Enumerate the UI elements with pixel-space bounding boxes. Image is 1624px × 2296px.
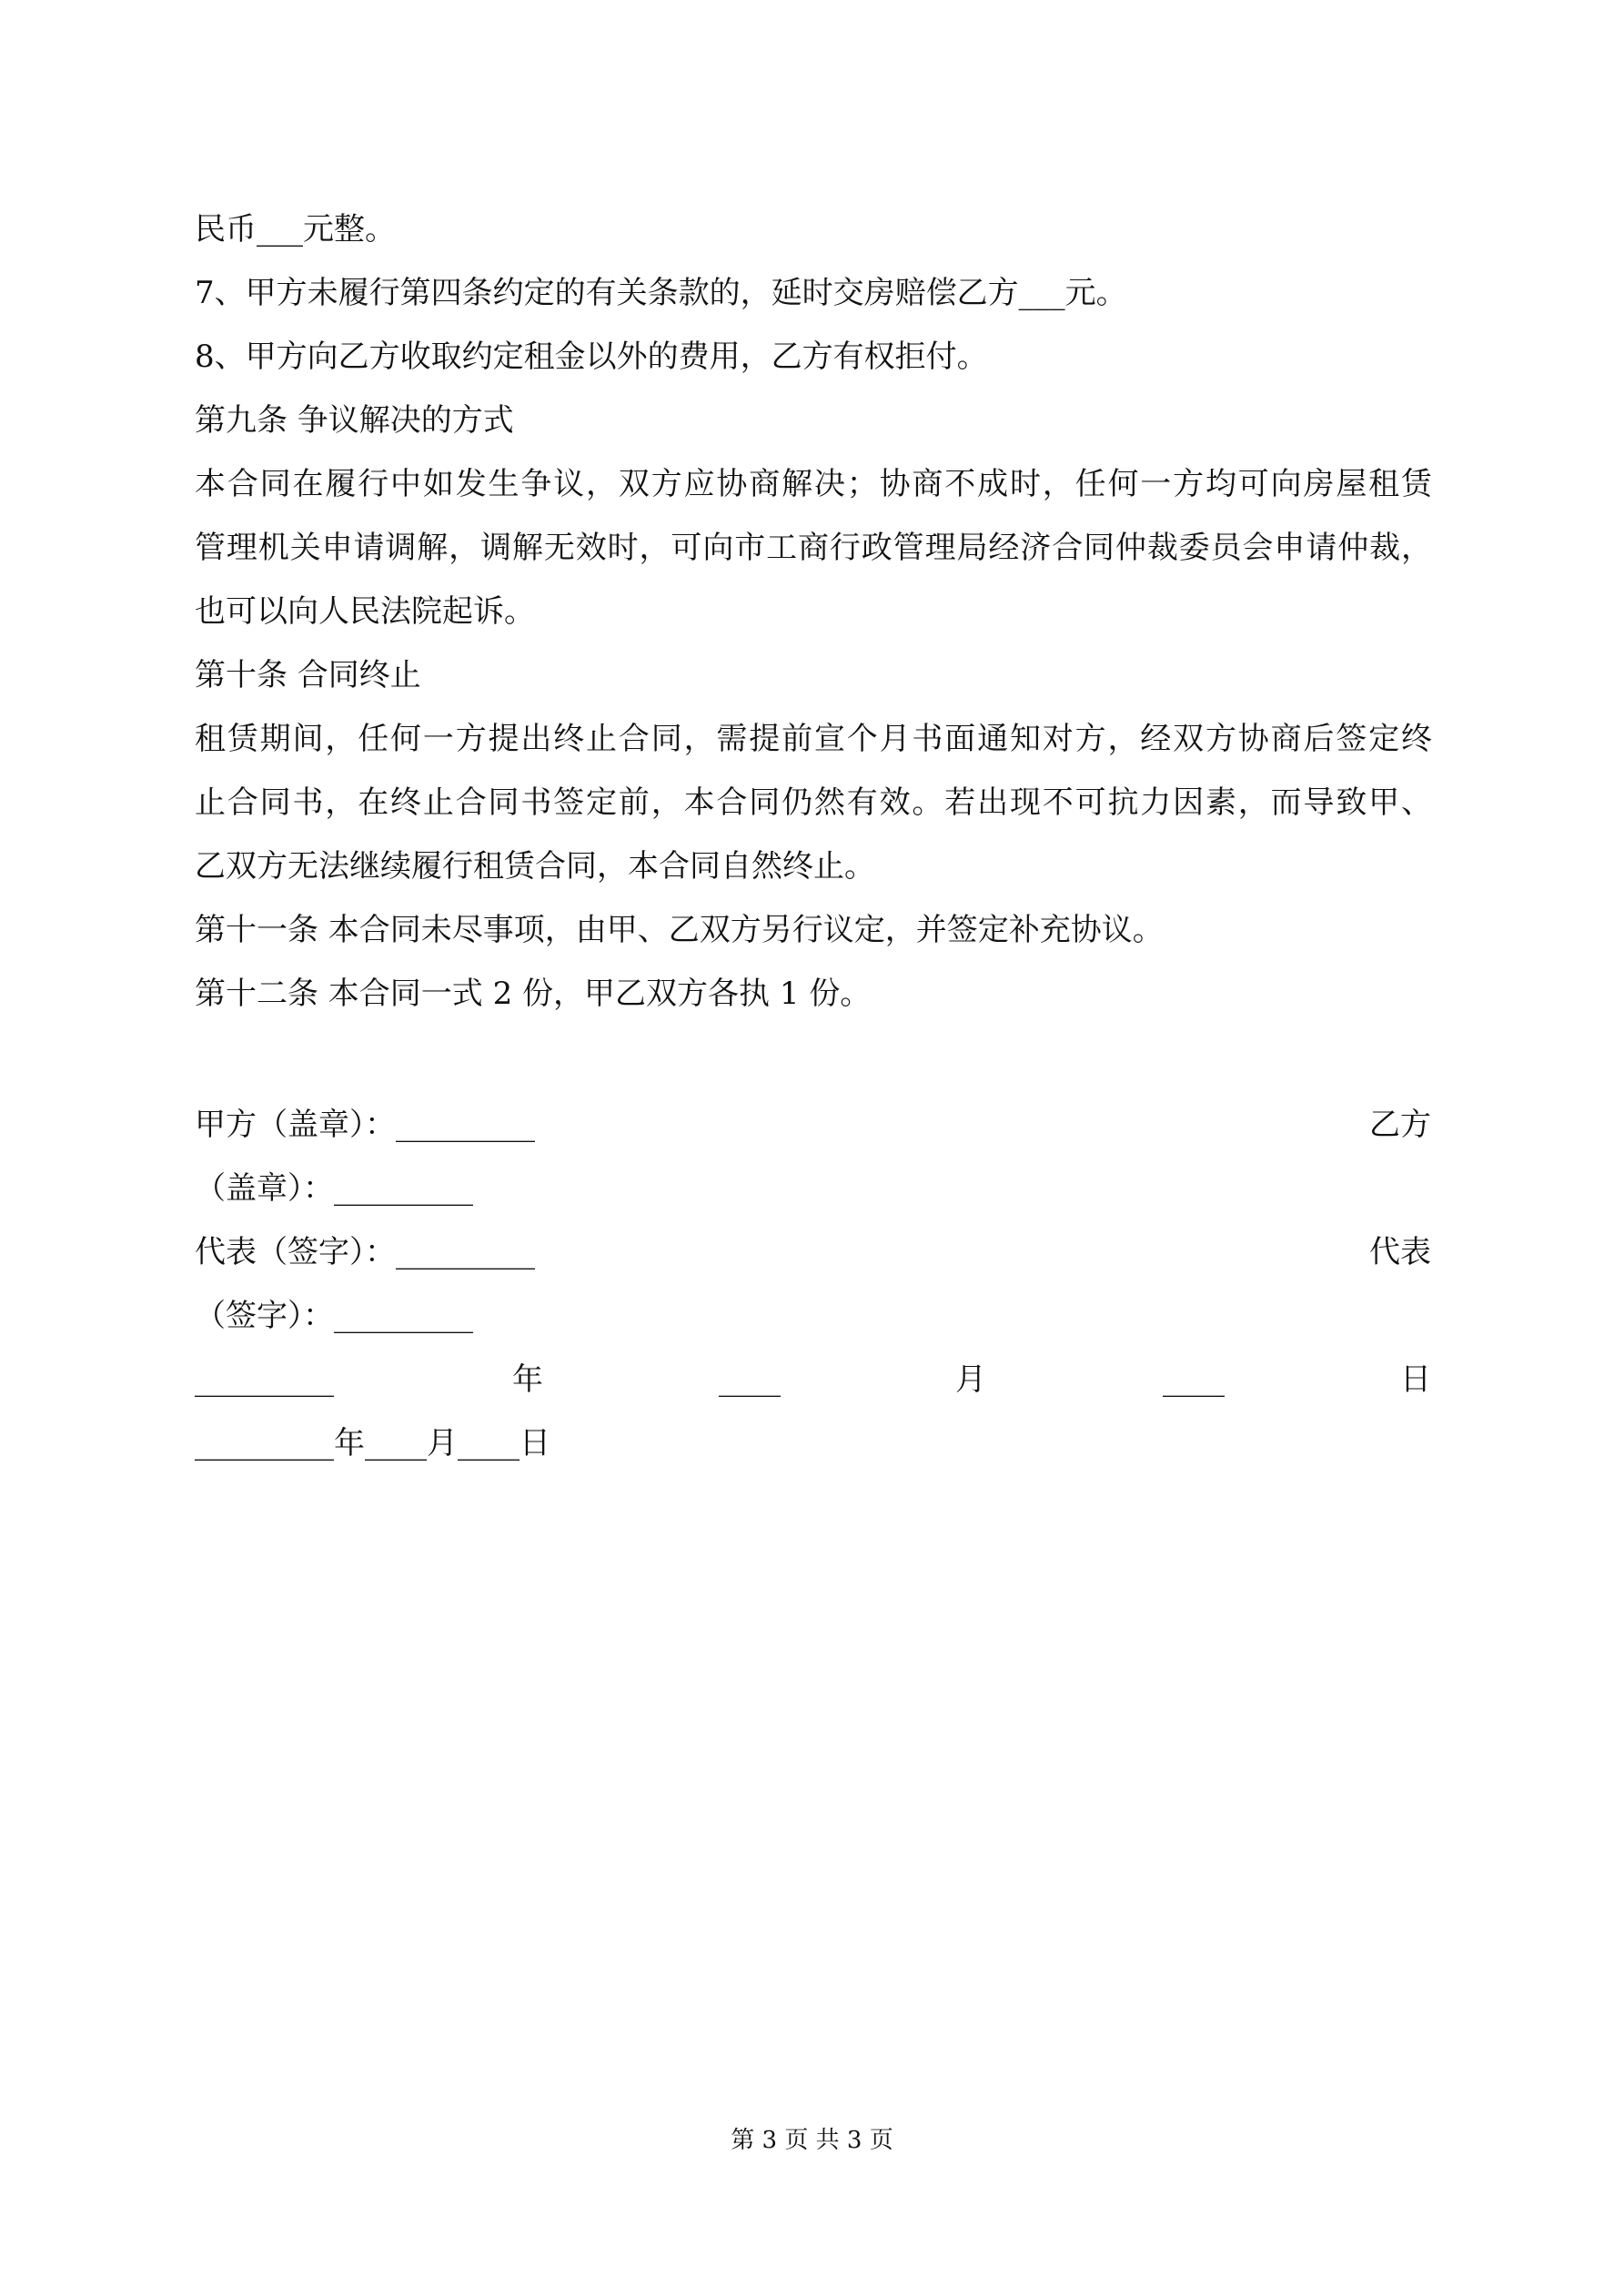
date-day-label: 日 (1400, 1361, 1431, 1398)
paragraph-line: 租赁期间，任何一方提出终止合同，需提前宣个月书面通知对方，经双方协商后签定终 (195, 721, 1432, 757)
clause-item-8: 8、甲方向乙方收取约定租金以外的费用，乙方有权拒付。 (195, 339, 988, 375)
party-b-seal-line: （盖章）：_________ (195, 1170, 473, 1207)
page-number-footer: 第 3 页 共 3 页 (731, 2127, 893, 2154)
date-day-blank: ____ (1163, 1361, 1225, 1398)
party-b-date-line: _________年____月____日 (195, 1425, 550, 1462)
article-heading: 第十条 合同终止 (195, 657, 421, 693)
article-heading: 第九条 争议解决的方式 (195, 402, 514, 439)
party-b-label: 乙方 (1369, 1107, 1431, 1143)
party-b-rep-label: 代表 (1369, 1234, 1431, 1270)
party-b-sign-line: （签字）：_________ (195, 1298, 473, 1334)
date-year-label: 年 (512, 1361, 543, 1398)
paragraph-line: 也可以向人民法院起诉。 (195, 593, 535, 630)
article-clause: 第十二条 本合同一式 2 份，甲乙双方各执 1 份。 (195, 976, 872, 1012)
paragraph-line: 管理机关申请调解，调解无效时，可向市工商行政管理局经济合同仲裁委员会申请仲裁， (195, 530, 1432, 566)
date-year-blank: _________ (195, 1361, 334, 1398)
party-a-seal-line: 甲方（盖章）：_________ (195, 1107, 535, 1143)
article-clause: 第十一条 本合同未尽事项，由甲、乙双方另行议定，并签定补充协议。 (195, 912, 1164, 948)
date-month-blank: ____ (719, 1361, 781, 1398)
paragraph-line: 民币___元整。 (195, 211, 396, 248)
paragraph-line: 止合同书，在终止合同书签定前，本合同仍然有效。若出现不可抗力因素，而导致甲、 (195, 784, 1432, 821)
party-a-rep-line: 代表（签字）：_________ (195, 1234, 535, 1270)
paragraph-line: 乙双方无法继续履行租赁合同，本合同自然终止。 (195, 848, 875, 885)
paragraph-line: 本合同在履行中如发生争议，双方应协商解决；协商不成时，任何一方均可向房屋租赁 (195, 466, 1432, 502)
clause-item-7: 7、甲方未履行第四条约定的有关条款的，延时交房赔偿乙方___元。 (195, 275, 1127, 311)
date-month-label: 月 (955, 1361, 986, 1398)
